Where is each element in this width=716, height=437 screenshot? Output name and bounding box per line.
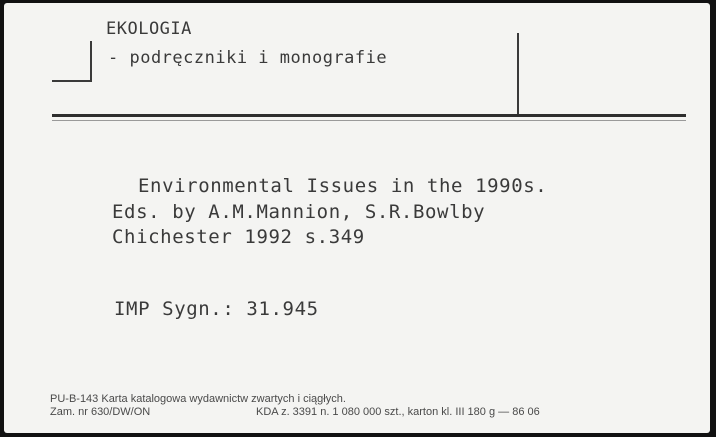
horizontal-rule-thin xyxy=(52,120,686,121)
subject-subheading: - podręczniki i monografie xyxy=(108,48,388,68)
catalog-card xyxy=(4,3,710,433)
form-footer-print-info: KDA z. 3391 n. 1 080 000 szt., karton kl. III 180 g — 86 06 xyxy=(256,406,540,418)
form-footer-line1: PU-B-143 Karta katalogowa wydawnictw zwartych i ciągłych. xyxy=(50,393,346,405)
corner-bracket-vertical xyxy=(90,41,92,81)
entry-title: Environmental Issues in the 1990s. xyxy=(138,175,548,197)
corner-bracket-horizontal xyxy=(52,80,92,82)
form-footer-order: Zam. nr 630/DW/ON xyxy=(50,406,151,418)
vertical-divider xyxy=(517,33,519,115)
entry-editors: Eds. by A.M.Mannion, S.R.Bowlby xyxy=(112,201,486,223)
horizontal-rule xyxy=(52,114,686,117)
subject-heading: EKOLOGIA xyxy=(106,19,192,39)
call-number: IMP Sygn.: 31.945 xyxy=(114,298,319,320)
entry-imprint: Chichester 1992 s.349 xyxy=(112,226,365,248)
